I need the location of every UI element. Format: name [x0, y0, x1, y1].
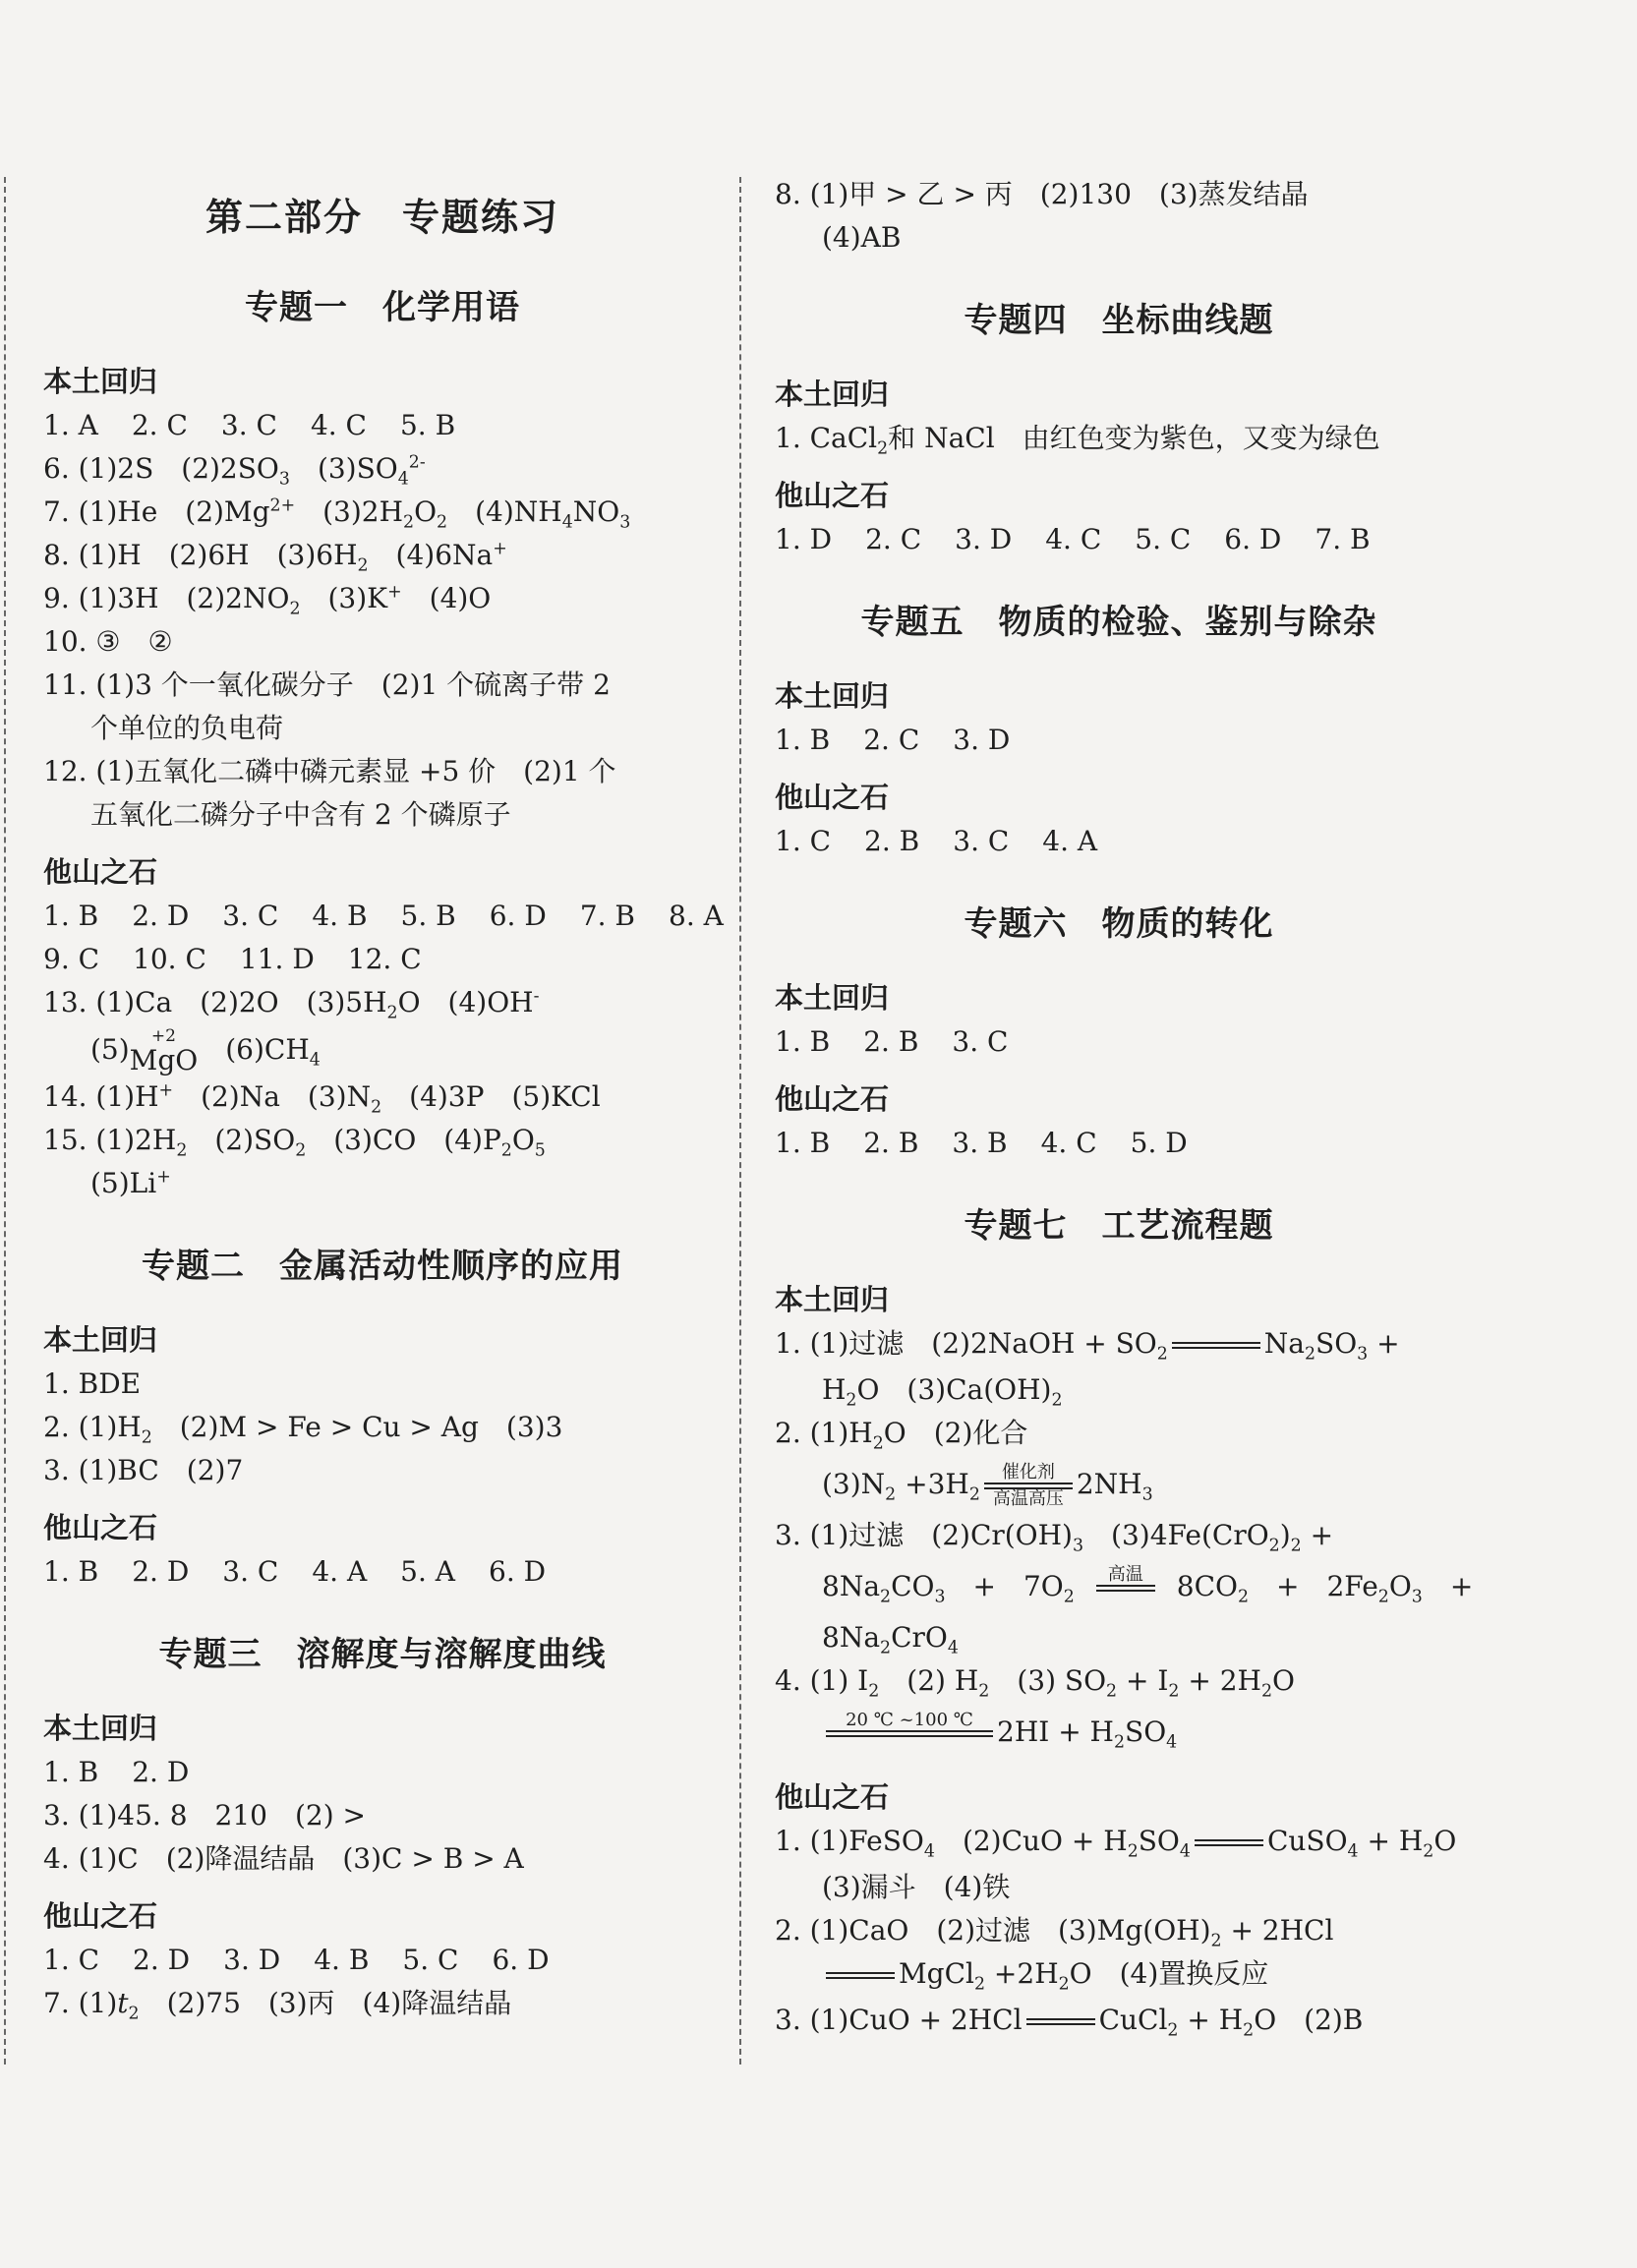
- answer-line: 1. (1)FeSO$_4$ $(2)CuO + H_2SO_4$ CuSO$_4$ + $H_2O$: [775, 1825, 1457, 1862]
- left-margin-line: [4, 177, 6, 2064]
- answer-line: 2. $(1)H_2$ (2)M > Fe > Cu > Ag (3)3: [43, 1411, 563, 1448]
- topic-7-title: 专题七 工艺流程题: [964, 1206, 1274, 1246]
- answer-line: (4)AB: [822, 221, 902, 254]
- answer-line: (3)漏斗 (4)铁: [822, 1871, 1011, 1903]
- topic-5-other-heading: 他山之石: [775, 781, 890, 814]
- answer-line: (5) +2 MgO $(6)CH_4$: [90, 1026, 321, 1076]
- topic-1-other-heading: 他山之石: [43, 855, 158, 889]
- answer-line: 五氧化二磷分子中含有 2 个磷原子: [90, 798, 511, 831]
- answer-line: 9. C 10. C 11. D 12. C: [43, 943, 422, 975]
- answer-line: (5)Li+: [90, 1167, 171, 1199]
- answer-line: 个单位的负电荷: [90, 712, 284, 744]
- answer-line: 1. (1)过滤 (2)2NaOH + $SO_2$ $Na_2SO_3$ +: [775, 1327, 1400, 1365]
- answer-line: 1. B 2. D 3. C 4. B 5. B 6. D 7. B 8. A: [43, 900, 724, 932]
- topic-1-local-heading: 本土回归: [43, 365, 158, 398]
- topic-4-other-heading: 他山之石: [775, 479, 890, 512]
- answer-line: 11. (1)3 个一氧化碳分子 (2)1 个硫离子带 2: [43, 669, 611, 701]
- answer-line: 1. B 2. C 3. D: [775, 724, 1011, 756]
- answer-line: 7. (1)He $(2)Mg^{2+}$ $(3)2H_2O_2$ $(4)NH_4NO_3$: [43, 495, 631, 533]
- answer-line: $(3)N_2 +3H_2$ 催化剂 高温高压 $2NH_3$: [822, 1462, 1153, 1509]
- topic-5-local-heading: 本土回归: [775, 679, 890, 713]
- answer-line: 14. (1)H+ (2)Na $(3)N_2$ (4)3P (5)KCl: [43, 1080, 601, 1118]
- answer-line: 1. CaCl$_2$和 NaCl 由红色变为紫色，又变为绿色: [775, 422, 1380, 459]
- topic-1-title: 专题一 化学用语: [245, 288, 520, 327]
- answer-line: 15. $(1)2H_2$ $(2)SO_2$ (3)CO $(4)P_2O_5$: [43, 1124, 546, 1161]
- answer-line: 1. D 2. C 3. D 4. C 5. C 6. D 7. B: [775, 523, 1371, 555]
- answer-line: 1. B 2. B 3. B 4. C 5. D: [775, 1127, 1188, 1159]
- topic-2-local-heading: 本土回归: [43, 1323, 158, 1357]
- answer-line: $8Na_2CrO_4$: [822, 1621, 959, 1658]
- part-title: 第二部分 专题练习: [205, 195, 559, 239]
- answer-line: 3. (1)过滤 $(2)Cr(OH)_3$ $(3)4Fe(CrO_2)_2$ +: [775, 1519, 1334, 1556]
- topic-7-local-heading: 本土回归: [775, 1283, 890, 1316]
- answer-line: $H_2O$ $(3)Ca(OH)_2$: [822, 1373, 1063, 1411]
- left-column: [43, 167, 722, 2025]
- answer-line: 7. $(1)t_2$ (2)75 (3)丙 (4)降温结晶: [43, 1987, 512, 2024]
- answer-line: 2. (1)CaO (2)过滤 $(3)Mg(OH)_2 + 2HCl$: [775, 1914, 1334, 1951]
- answer-line: 1. BDE: [43, 1367, 142, 1400]
- answer-line: 20 ℃ ~100 ℃ $2HI + H_2SO_4$: [775, 1703, 1463, 1762]
- answer-line: MgCl$_2$ $+2H_2O$ (4)置换反应: [775, 1952, 1463, 1999]
- answer-line: 4. (1)C (2)降温结晶 (3)C > B > A: [43, 1842, 524, 1875]
- answer-line: 3. (1)45. 8 210 (2) >: [43, 1799, 366, 1832]
- answer-line: 9. (1)3H $(2)2NO_2$ (3)K+ (4)O: [43, 582, 492, 619]
- answer-line: 1. B 2. B 3. C: [775, 1025, 1009, 1058]
- answer-line: 1. A 2. C 3. C 4. C 5. B: [43, 409, 456, 441]
- answer-line: 1. B 2. D 3. C 4. A 5. A 6. D: [43, 1555, 547, 1588]
- topic-3-title: 专题三 溶解度与溶解度曲线: [158, 1635, 607, 1674]
- topic-3-other-heading: 他山之石: [43, 1899, 158, 1933]
- topic-5-title: 专题五 物质的检验、鉴别与除杂: [860, 603, 1377, 642]
- answer-line: 1. C 2. B 3. C 4. A: [775, 825, 1098, 857]
- answer-line: 13. (1)Ca (2)2O $(3)5H_2O$ (4)OH-: [43, 986, 540, 1023]
- answer-line: 10. ③ ②: [43, 625, 173, 658]
- answer-line: 12. (1)五氧化二磷中磷元素显 +5 价 (2)1 个: [43, 755, 616, 787]
- answer-line: 6. (1)2S $(2)2SO_3$ $(3)SO_4^{2-}$: [43, 452, 426, 490]
- answer-line: 1. C 2. D 3. D 4. B 5. C 6. D: [43, 1944, 550, 1976]
- topic-2-title: 专题二 金属活动性顺序的应用: [142, 1247, 623, 1286]
- topic-3-local-heading: 本土回归: [43, 1712, 158, 1745]
- topic-6-local-heading: 本土回归: [775, 981, 890, 1015]
- column-divider: [739, 177, 741, 2064]
- answer-line: 8. (1)甲 > 乙 > 丙 (2)130 (3)蒸发结晶: [775, 178, 1309, 210]
- answer-line: $8Na_2CO_3$ + $7O_2$ 高温 $8CO_2$ + $2Fe_2O_3$ +: [822, 1564, 1474, 1607]
- topic-7-other-heading: 他山之石: [775, 1780, 890, 1814]
- topic-4-title: 专题四 坐标曲线题: [964, 301, 1274, 340]
- topic-4-local-heading: 本土回归: [775, 378, 890, 411]
- topic-6-title: 专题六 物质的转化: [964, 904, 1274, 944]
- answer-line: 8. (1)H (2)6H $(3)6H_2$ (4)6Na+: [43, 539, 507, 576]
- answer-line: 3. (1)CuO + 2HCl CuCl$_2$ + $H_2O$ (2)B: [775, 2004, 1364, 2041]
- answer-line: 4. (1) $I_2$ (2) $H_2$ (3) $SO_2 + I_2 + 2H_2O$: [775, 1664, 1295, 1702]
- topic-2-other-heading: 他山之石: [43, 1511, 158, 1544]
- answer-line: 1. B 2. D: [43, 1756, 190, 1788]
- answer-line: 3. (1)BC (2)7: [43, 1454, 244, 1486]
- topic-6-other-heading: 他山之石: [775, 1082, 890, 1116]
- right-column: [775, 167, 1474, 2045]
- answer-line: 2. $(1)H_2O$ (2)化合: [775, 1417, 1028, 1454]
